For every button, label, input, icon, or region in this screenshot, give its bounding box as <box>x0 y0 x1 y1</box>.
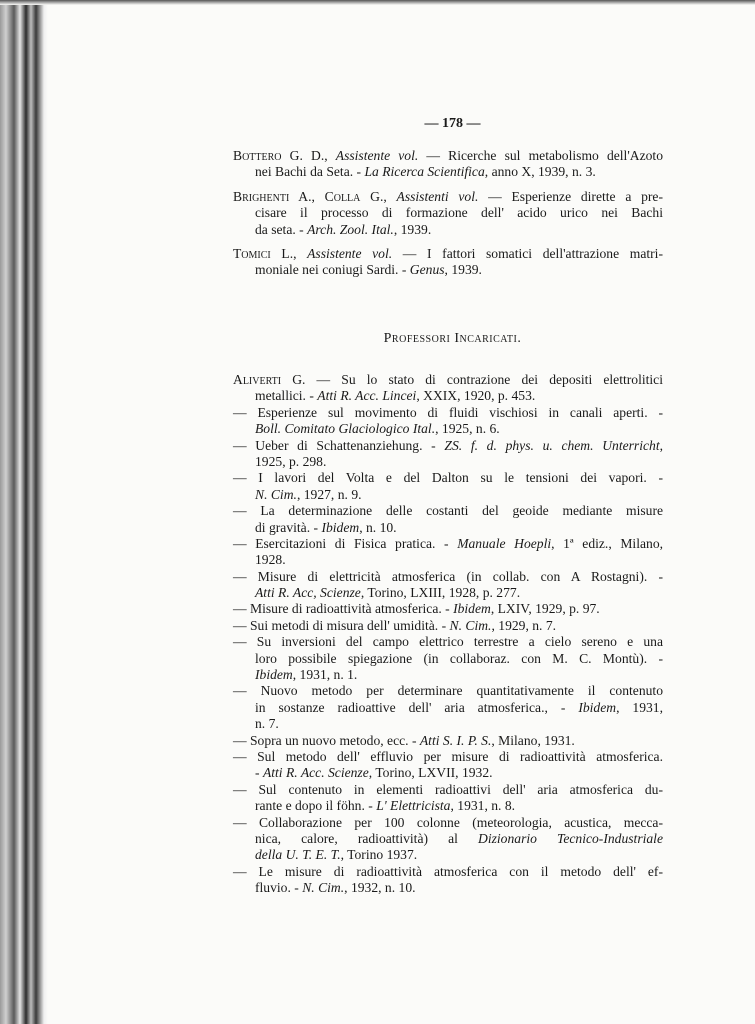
entry-text: — Esperienze dirette a pre- <box>478 188 663 204</box>
entry-text: G. D., <box>281 148 336 163</box>
author-name: Tomici <box>233 245 271 261</box>
entry-text: — I lavori del Volta e del Dalton su le tensioni dei vapori. - <box>233 470 663 486</box>
citation-italic: della U. T. E. T. <box>255 847 341 863</box>
entry-text: — Ricerche sul metabolismo dell'Azoto <box>418 148 664 163</box>
entry-line <box>233 487 663 503</box>
citation-italic: Arch. Zool. Ital. <box>307 221 394 237</box>
entry-line <box>233 815 663 831</box>
citation-italic: Atti R. Acc, Scienze <box>255 585 361 601</box>
bibliography-entry <box>233 569 663 602</box>
entry-line <box>233 246 663 262</box>
bibliography-entry <box>233 246 663 279</box>
entry-line <box>233 520 663 536</box>
entry-text: G., <box>360 188 397 204</box>
bibliography-entry <box>233 634 663 683</box>
page-number: — 178 — <box>424 116 481 131</box>
entry-text: 1925, p. 298. <box>255 453 327 469</box>
bibliography-entry <box>233 749 663 782</box>
entry-line <box>233 148 663 164</box>
bibliography-entry <box>233 148 663 181</box>
entry-text: — Le misure di radioattività atmosferica con il metodo dell' ef- <box>233 863 663 879</box>
entry-line <box>233 454 663 470</box>
entry-text: nica, calore, radioattività) al <box>255 830 479 846</box>
entry-text: , 1927, n. 9. <box>296 486 362 502</box>
citation-italic: N. Cim. <box>449 617 492 633</box>
entry-line <box>233 847 663 863</box>
entry-text: — Esperienze sul movimento di fluidi vischiosi in canali aperti. - <box>233 404 663 420</box>
author-name: Colla <box>324 188 361 204</box>
author-name: Bottero <box>233 148 282 163</box>
entry-text: , 1939. <box>393 221 432 237</box>
citation-italic: Atti R. Acc. Scienze <box>262 765 369 781</box>
entry-text: metallici. - <box>255 388 318 404</box>
entry-line <box>233 205 663 221</box>
entry-text: A., <box>289 188 325 204</box>
bibliography-entry <box>233 470 663 503</box>
entry-line <box>233 749 663 765</box>
bibliography-entry <box>233 503 663 536</box>
entry-line <box>233 733 663 749</box>
citation-italic: Boll. Comitato Glaciologico Ital. <box>255 421 436 437</box>
bibliography-entry <box>233 864 663 897</box>
entry-line <box>233 651 663 667</box>
entry-text: G. — Su lo stato di contrazione dei depositi elettrolitici <box>281 372 663 387</box>
entry-text: , 1925, n. 6. <box>435 421 500 437</box>
professors-publications <box>233 372 663 897</box>
citation-italic: Ibidem <box>578 699 617 715</box>
entry-text: , 1939. <box>444 262 482 278</box>
entry-text: — Sui metodi di misura dell' umidità. - <box>233 617 450 633</box>
citation-italic: ZS. f. d. phys. u. chem. Unterricht <box>444 437 660 453</box>
entry-text: loro possibile spiegazione (in collaboraz. con M. C. Montù). - <box>255 650 663 666</box>
bibliography-entry <box>233 733 663 749</box>
entry-text: da seta. - <box>255 221 308 237</box>
entry-text: rante e dopo il föhn. - <box>255 798 377 814</box>
entry-line <box>233 683 663 699</box>
entry-line <box>233 189 663 205</box>
entry-text: — La determinazione delle costanti del geoide mediante misure <box>233 503 663 519</box>
section-heading: Professori Incaricati. <box>383 331 522 346</box>
entry-line <box>233 372 663 388</box>
citation-italic: Ibidem <box>255 667 293 683</box>
entry-line <box>233 164 663 180</box>
entry-text: nei Bachi da Seta. - <box>255 164 365 180</box>
entry-text: 1928. <box>255 552 286 568</box>
entry-text: cisare il processo di formazione dell' acido urico nei Bachi <box>255 205 663 221</box>
entry-text: di gravità. - <box>255 519 322 535</box>
entry-text: — Su inversioni del campo elettrico terrestre a cielo sereno e una <box>233 634 663 650</box>
citation-italic: Manuale Hoepli <box>457 535 552 551</box>
bibliography-entry <box>233 372 663 405</box>
citation-italic: Dizionario Tecnico-Industriale <box>478 830 663 846</box>
entry-text: , 1931, n. 8. <box>450 798 516 814</box>
citation-italic: L' Elettricista <box>376 798 451 814</box>
entry-text: , XXIX, 1920, p. 453. <box>416 388 536 404</box>
entry-line <box>233 716 663 732</box>
entry-line <box>233 880 663 896</box>
entry-line <box>233 569 663 585</box>
citation-italic: Atti R. Acc. Lincei <box>317 388 417 404</box>
citation-italic: N. Cim. <box>255 486 297 502</box>
entry-line <box>233 262 663 278</box>
entry-line <box>233 421 663 437</box>
bibliography-entry <box>233 405 663 438</box>
author-name: Aliverti <box>233 372 282 387</box>
entry-text: moniale nei coniugi Sardi. - <box>255 262 410 278</box>
entry-text: — Misure di radioattività atmosferica. - <box>233 601 454 617</box>
citation-italic: Ibidem <box>453 601 491 617</box>
entry-line <box>233 831 663 847</box>
author-name: Brighenti <box>233 188 290 204</box>
bibliography-entry <box>233 601 663 617</box>
entry-text: , 1ª ediz., Milano, <box>551 535 664 551</box>
entry-text: — Collaborazione per 100 colonne (meteorologia, acustica, mecca- <box>233 814 663 830</box>
entry-text: , Torino, LXIII, 1928, p. 277. <box>360 585 521 601</box>
entry-text: n. 7. <box>255 716 279 732</box>
entry-text: — Sopra un nuovo metodo, ecc. - <box>233 732 420 748</box>
entry-text: , anno X, 1939, n. 3. <box>484 164 596 180</box>
entry-line <box>233 438 663 454</box>
entry-text: , Torino, LXVII, 1932. <box>368 765 493 781</box>
entry-line <box>233 536 663 552</box>
entry-text: , 1932, n. 10. <box>344 880 416 896</box>
entry-line <box>233 634 663 650</box>
entry-line <box>233 667 663 683</box>
citation-italic: La Ricerca Scientifica <box>364 164 485 180</box>
entry-text: — Sul contenuto in elementi radioattivi dell' aria atmosferica du- <box>233 781 663 797</box>
entry-text: fluvio. - <box>255 880 303 896</box>
entry-text: , n. 10. <box>359 519 397 535</box>
citation-italic: N. Cim. <box>302 880 345 896</box>
entry-text: , 1931, <box>616 699 663 715</box>
entry-text: L., <box>270 245 308 261</box>
entry-line <box>233 552 663 568</box>
bibliography-entry <box>233 618 663 634</box>
entry-line <box>233 405 663 421</box>
entry-line <box>233 798 663 814</box>
entry-line <box>233 864 663 880</box>
entry-text: in sostanze radioattive dell' aria atmosferica., - <box>255 699 579 715</box>
bibliography-entry <box>233 189 663 238</box>
assistants-publications <box>233 148 663 287</box>
entry-text: , LXIV, 1929, p. 97. <box>490 601 600 617</box>
scan-border-top <box>0 0 755 5</box>
bibliography-entry <box>233 438 663 471</box>
bibliography-entry <box>233 683 663 732</box>
entry-line <box>233 618 663 634</box>
entry-text: — Nuovo metodo per determinare quantitativamente il contenuto <box>233 683 663 699</box>
citation-italic: Atti S. I. P. S. <box>419 732 492 748</box>
entry-line <box>233 700 663 716</box>
bibliography-entry <box>233 815 663 864</box>
entry-line <box>233 222 663 238</box>
entry-line <box>233 470 663 486</box>
entry-text: — Misure di elettricità atmosferica (in collab. con A Rostagni). - <box>233 568 663 584</box>
entry-text: — Esercitazioni di Fisica pratica. - <box>233 535 458 551</box>
entry-text: , Milano, 1931. <box>491 732 575 748</box>
entry-text: — Sul metodo dell' effluvio per misure di radioattività atmosferica. <box>233 748 663 764</box>
entry-text: — Ueber di Schattenanziehung. - <box>233 437 445 453</box>
entry-line <box>233 782 663 798</box>
citation-italic: Ibidem <box>321 519 360 535</box>
bibliography-entry <box>233 782 663 815</box>
entry-line <box>233 765 663 781</box>
entry-line <box>233 388 663 404</box>
scan-border-left <box>0 0 48 1024</box>
entry-text: , 1931, n. 1. <box>292 667 358 683</box>
bibliography-entry <box>233 536 663 569</box>
entry-line <box>233 601 663 617</box>
citation-italic: Assistente vol. <box>335 148 419 163</box>
entry-text: — I fattori somatici dell'attrazione matri- <box>392 245 663 261</box>
entry-line <box>233 585 663 601</box>
citation-italic: Genus <box>409 262 445 278</box>
entry-line <box>233 503 663 519</box>
entry-text: - <box>255 765 263 781</box>
citation-italic: Assistenti vol. <box>396 188 479 204</box>
citation-italic: Assistente vol. <box>307 245 393 261</box>
entry-text: , Torino 1937. <box>340 847 418 863</box>
entry-text: , 1929, n. 7. <box>491 617 557 633</box>
entry-text: , <box>659 437 663 453</box>
